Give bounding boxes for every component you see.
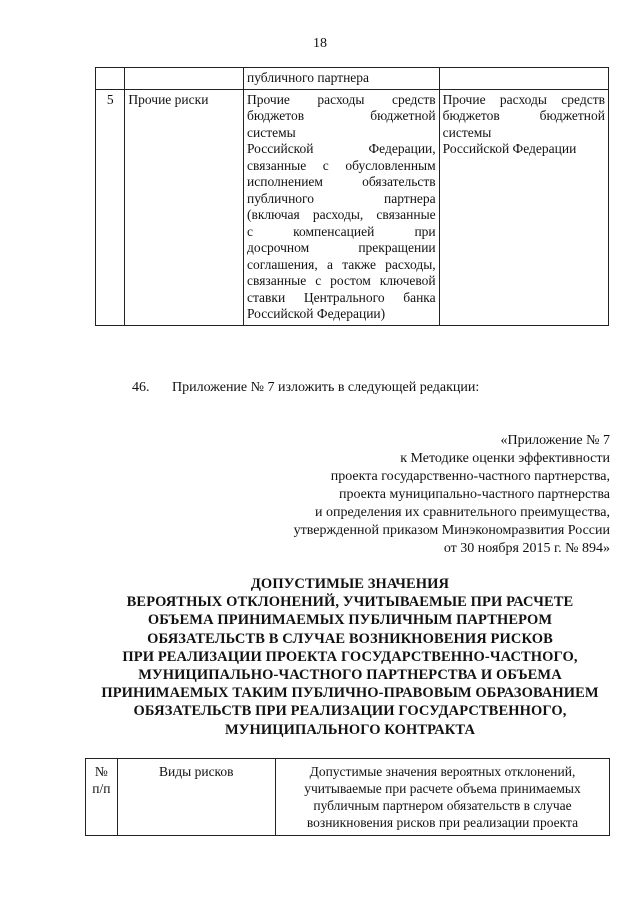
- appendix-line: и определения их сравнительного преимущества,: [315, 505, 610, 520]
- heading-line: МУНИЦИПАЛЬНОГО КОНТРАКТА: [224, 721, 476, 738]
- header-line: №: [94, 764, 108, 779]
- header-line: учитываемые при расчете объема принимаемых: [304, 781, 581, 796]
- header-line: п/п: [92, 781, 111, 796]
- table-row: [96, 68, 609, 90]
- heading-line: ОБЯЗАТЕЛЬСТВ В СЛУЧАЕ ВОЗНИКНОВЕНИЯ РИСКОВ: [147, 630, 553, 647]
- heading-line: ДОПУСТИМЫЕ ЗНАЧЕНИЯ: [250, 576, 450, 592]
- cell-line: системы: [442, 124, 492, 140]
- header-num: [86, 759, 118, 836]
- cell-line: бюджетов бюджетной: [247, 108, 436, 123]
- item-number: 46.: [132, 380, 150, 395]
- appendix-line: проекта государственно-частного партнерства,: [330, 469, 610, 484]
- risk-table-continued: [95, 67, 609, 326]
- heading-line: ПРИНИМАЕМЫХ ТАКИМ ПУБЛИЧНО-ПРАВОВЫМ ОБРАЗОВАНИЕМ: [101, 685, 599, 702]
- appendix-header: [250, 432, 610, 558]
- table-cell-source: [439, 89, 608, 325]
- cell-line: исполнением обязательств: [247, 174, 436, 189]
- cell-line: Российской Федерации: [442, 141, 577, 156]
- header-line: публичным партнером обязательств в случае: [313, 798, 572, 813]
- cell-line: связанные с обусловленным: [247, 157, 436, 173]
- table-cell-risk: [125, 68, 244, 90]
- header-line: возникновения рисков при реализации проекта: [306, 815, 579, 830]
- cell-line: ставки Центрального банка: [247, 289, 436, 305]
- cell-line: Российской Федерации,: [247, 141, 436, 156]
- heading-line: ОБЯЗАТЕЛЬСТВ ПРИ РЕАЛИЗАЦИИ ГОСУДАРСТВЕННОГО,: [133, 703, 567, 720]
- appendix-line: проекта муниципально-частного партнерства: [339, 487, 610, 502]
- document-heading: [60, 575, 640, 739]
- appendix-line: «Приложение № 7: [500, 433, 610, 448]
- heading-line: ВЕРОЯТНЫХ ОТКЛОНЕНИЙ, УЧИТЫВАЕМЫЕ ПРИ РАСЧЕТЕ: [126, 594, 574, 611]
- cell-line: системы: [247, 124, 296, 140]
- table-cell-risk: Прочие риски: [125, 89, 244, 325]
- cell-line: соглашения, а также расходы,: [247, 256, 436, 272]
- cell-line: Российской Федерации): [247, 306, 386, 321]
- appendix-line: к Методике оценки эффективности: [400, 451, 610, 466]
- header-risk-type: Виды рисков: [117, 759, 275, 836]
- cell-line: с компенсацией при: [247, 223, 436, 239]
- cell-line: досрочном прекращении: [247, 240, 436, 255]
- table-cell-source: [439, 68, 608, 90]
- header-values: [275, 759, 609, 836]
- heading-line: ОБЪЕМА ПРИНИМАЕМЫХ ПУБЛИЧНЫМ ПАРТНЕРОМ: [147, 612, 553, 629]
- cell-line: бюджетов бюджетной: [442, 108, 605, 123]
- heading-line: ПРИ РЕАЛИЗАЦИИ ПРОЕКТА ГОСУДАРСТВЕННО-ЧАСТНОГО,: [122, 648, 578, 665]
- cell-line: Прочие расходы средств: [247, 91, 436, 107]
- deviations-table: [85, 758, 610, 836]
- table-row: [96, 89, 609, 325]
- heading-line: МУНИЦИПАЛЬНО-ЧАСТНОГО ПАРТНЕРСТВА И ОБЪЕМА: [138, 667, 562, 684]
- cell-line: публичного партнера: [247, 190, 436, 206]
- page-number: 18: [313, 36, 327, 51]
- table-cell-num: 5: [96, 89, 125, 325]
- cell-line: Прочие расходы средств: [442, 91, 605, 107]
- table-cell-expenses: публичного партнера: [244, 68, 440, 90]
- item-46-paragraph: [132, 380, 479, 396]
- appendix-line: от 30 ноября 2015 г. № 894»: [443, 541, 610, 556]
- table-header-row: [86, 759, 610, 836]
- cell-line: (включая расходы, связанные: [247, 207, 436, 222]
- item-text: Приложение № 7 изложить в следующей редакции:: [172, 380, 480, 395]
- table-cell-expenses: [244, 89, 440, 325]
- appendix-line: утвержденной приказом Минэкономразвития России: [293, 523, 610, 538]
- header-line: Допустимые значения вероятных отклонений,: [309, 764, 576, 779]
- table-cell-num: [96, 68, 125, 90]
- cell-line: связанные с ростом ключевой: [247, 273, 436, 288]
